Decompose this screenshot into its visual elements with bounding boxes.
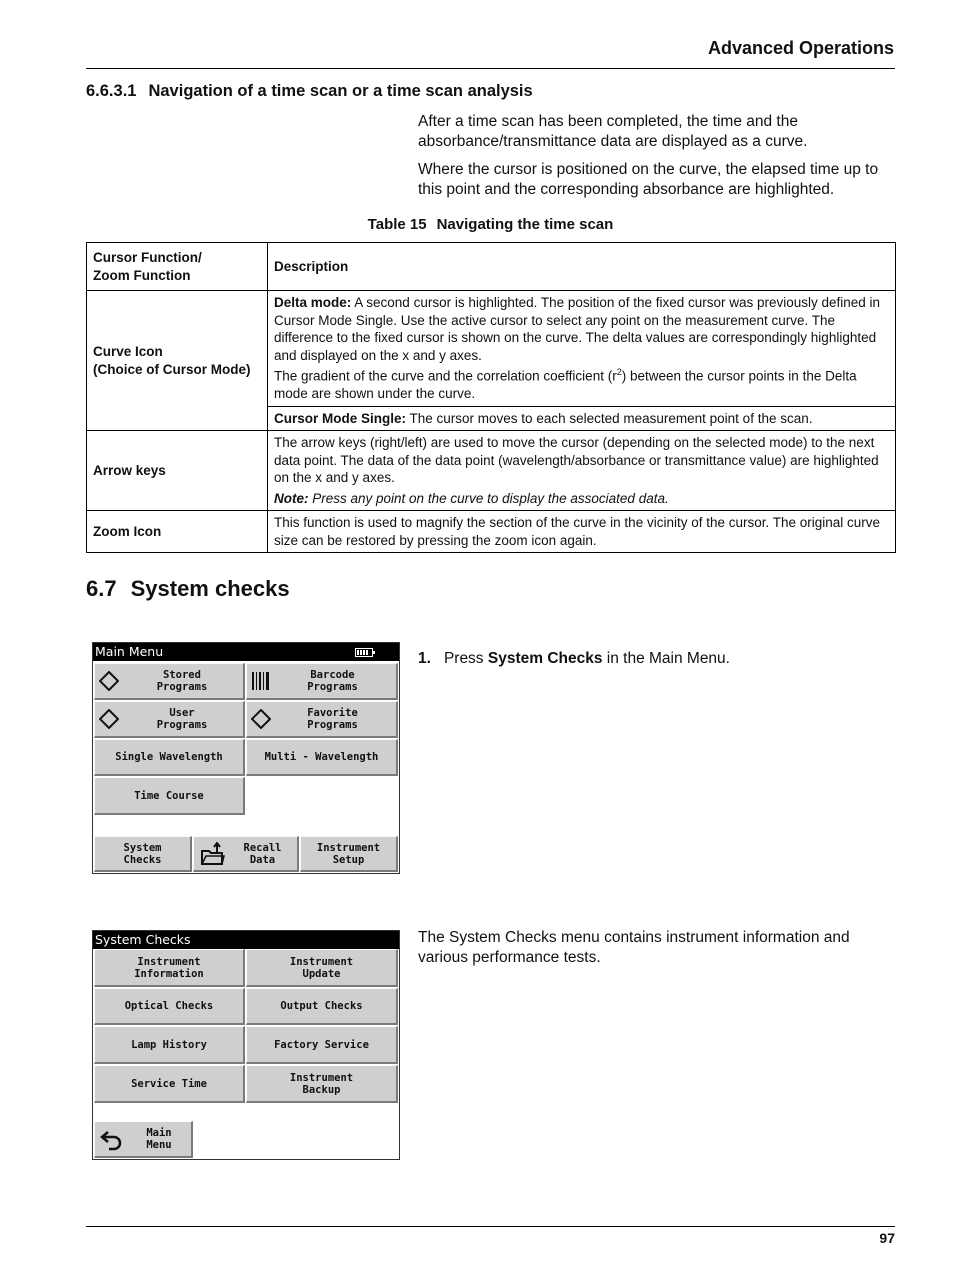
section-number: 6.6.3.1 — [86, 82, 137, 100]
footer-divider — [86, 1226, 895, 1227]
page-number: 97 — [879, 1230, 895, 1246]
favorite-programs-button[interactable]: Favorite Programs — [246, 701, 398, 738]
table-header-row — [87, 243, 896, 291]
table-caption — [86, 216, 895, 233]
main-menu-screen — [92, 642, 400, 874]
system-checks-title: System checks — [130, 576, 290, 601]
instrument-update-button[interactable]: Instrument Update — [246, 949, 398, 987]
header-divider — [86, 68, 895, 69]
instrument-information-button[interactable]: Instrument Information — [94, 949, 245, 987]
intro-paragraph-2: Where the cursor is positioned on the curve, the elapsed time up to this point and the corresponding absorbance are highlighted. — [418, 161, 879, 198]
step-1: 1. Press System Checks in the Main Menu. — [418, 650, 730, 667]
header-title: Advanced Operations — [707, 38, 894, 58]
recall-data-button[interactable]: Recall Data — [193, 836, 299, 872]
system-checks-number: 6.7 — [86, 576, 117, 601]
instrument-setup-button[interactable]: Instrument Setup — [300, 836, 398, 872]
system-checks-button[interactable]: System Checks — [94, 836, 192, 872]
curve-icon-label: Curve Icon (Choice of Cursor Mode) — [87, 291, 268, 431]
optical-checks-button[interactable]: Optical Checks — [94, 988, 245, 1025]
diamond-icon — [99, 671, 119, 691]
zoom-icon-label: Zoom Icon — [87, 511, 268, 553]
table-row-zoom — [87, 511, 896, 553]
cursor-single-description: Cursor Mode Single: The cursor moves to each selected measurement point of the scan. — [268, 406, 896, 431]
diamond-icon — [251, 709, 271, 729]
arrow-keys-label: Arrow keys — [87, 431, 268, 511]
service-time-button[interactable]: Service Time — [94, 1065, 245, 1103]
section-title: Navigation of a time scan or a time scan analysis — [148, 82, 533, 100]
system-checks-titlebar — [93, 931, 399, 949]
section-heading — [86, 82, 533, 101]
time-course-button[interactable]: Time Course — [94, 777, 245, 815]
delta-mode-description: Delta mode: A second cursor is highlighted. The position of the fixed cursor was previously defined in Cursor Mode Single. Use the active cursor to select any point on the measurement curve. The difference to the fixed cursor is shown on the curve. The delta values are correspondingly highlighted and displayed on the x and y axes. The gradient of the curve and the correlation coefficient $(r^2)$ between the cursor points in the Delta mode are shown under the curve. — [268, 291, 896, 407]
diamond-icon — [99, 709, 119, 729]
single-wavelength-button[interactable]: Single Wavelength — [94, 739, 245, 776]
folder-upload-icon — [200, 842, 226, 866]
output-checks-button[interactable]: Output Checks — [246, 988, 398, 1025]
header-description-cell: Description — [268, 243, 896, 291]
table-row-curve-delta — [87, 291, 896, 407]
lamp-history-button[interactable]: Lamp History — [94, 1026, 245, 1064]
battery-icon — [355, 648, 373, 657]
system-checks-screen-title: System Checks — [95, 932, 191, 947]
zoom-icon-description: This function is used to magnify the section of the curve in the vicinity of the cursor. The original curve size can be restored by pressing the zoom icon again. — [268, 511, 896, 553]
system-checks-heading — [86, 576, 290, 602]
intro-paragraph-1: After a time scan has been completed, the time and the absorbance/transmittance data are displayed as a curve. — [418, 113, 808, 150]
stored-programs-button[interactable]: Stored Programs — [94, 663, 245, 700]
navigation-table — [86, 242, 896, 553]
system-checks-screen — [92, 930, 400, 1160]
system-checks-description: The System Checks menu contains instrument information and various performance tests. — [418, 929, 850, 966]
back-arrow-icon — [99, 1127, 125, 1151]
multi-wavelength-button[interactable]: Multi - Wavelength — [246, 739, 398, 776]
table-number: Table 15 — [367, 216, 427, 233]
main-menu-button[interactable]: Main Menu — [94, 1121, 193, 1158]
factory-service-button[interactable]: Factory Service — [246, 1026, 398, 1064]
table-title: Navigating the time scan — [436, 216, 614, 233]
main-menu-title: Main Menu — [95, 644, 164, 659]
header-function-cell: Cursor Function/ Zoom Function — [87, 243, 268, 291]
arrow-keys-description: The arrow keys (right/left) are used to move the cursor (depending on the selected mode) to the next data point. The data of the data point (wavelength/absorbance or transmittance value) are highlighted on the x and y axes. Note: Press any point on the curve to display the associated data. — [268, 431, 896, 511]
barcode-programs-button[interactable]: Barcode Programs — [246, 663, 398, 700]
table-row-arrow — [87, 431, 896, 511]
instrument-backup-button[interactable]: Instrument Backup — [246, 1065, 398, 1103]
user-programs-button[interactable]: User Programs — [94, 701, 245, 738]
main-menu-titlebar — [93, 643, 399, 661]
barcode-icon — [251, 671, 271, 691]
